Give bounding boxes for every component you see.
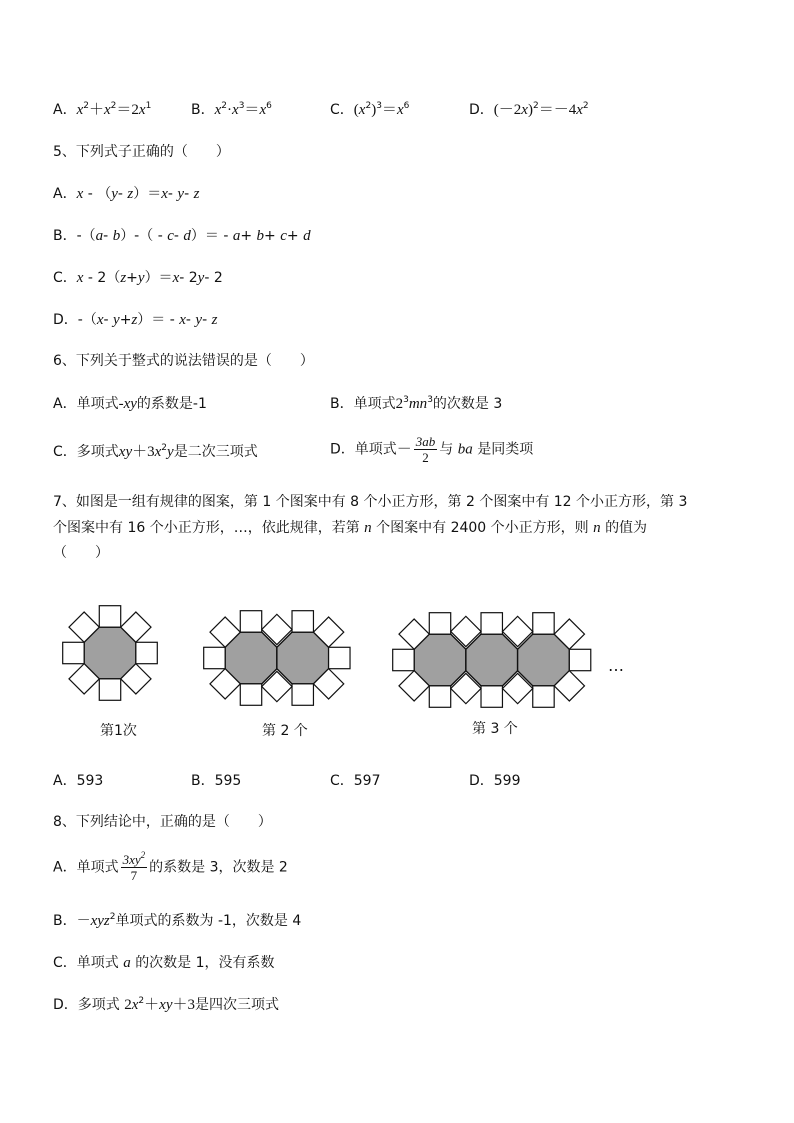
q5-option-d: D．-（x- y+z）＝ - x- y- z: [53, 312, 218, 328]
pattern-2: [204, 611, 350, 706]
q6-option-b: B．单项式$2^3mn^3$的次数是 3: [330, 395, 503, 412]
ellipsis: …: [608, 656, 624, 675]
q8-stem: 8、下列结论中，正确的是（ ）: [53, 814, 272, 830]
small-square: [429, 686, 450, 707]
q4-option-b: B．$x^2\cdot x^3=x^6$: [191, 101, 272, 118]
small-square: [240, 611, 261, 632]
q5-option-a: A．x - （y- z）＝x- y- z: [53, 186, 200, 202]
q6-option-d: D．单项式－ $\frac{3ab}{2}$ 与 ba 是同类项: [330, 434, 534, 465]
q8-option-a: A．单项式 $\frac{3xy^2}{7}$ 的系数是 3，次数是 2: [53, 850, 288, 883]
q7-stem-line2: 个图案中有 16 个小正方形，…，依此规律，若第 n 个图案中有 2400 个小正方形，则 n 的值为: [53, 520, 648, 536]
q8-option-d: D．多项式 $2x^2+xy+3$是四次三项式: [53, 996, 279, 1013]
small-square: [393, 649, 414, 670]
pattern-3: [393, 613, 591, 708]
q7-option-c: C．597: [330, 773, 381, 789]
q7-option-d: D．599: [469, 773, 521, 789]
small-square: [99, 606, 120, 627]
q6-option-a: A．单项式-xy的系数是-1: [53, 396, 207, 412]
q7-stem-line1: 7、如图是一组有规律的图案，第 1 个图案中有 8 个小正方形，第 2 个图案中有 12 个小正方形，第 3: [53, 494, 688, 510]
small-square: [533, 613, 554, 634]
small-square: [481, 613, 502, 634]
small-square: [429, 613, 450, 634]
small-square: [204, 647, 225, 668]
caption-2: 第 2 个: [262, 723, 308, 739]
q8-option-c: C．单项式 a 的次数是 1，没有系数: [53, 955, 275, 971]
q5-option-c: C．x - 2（z+y）＝x- 2y- 2: [53, 270, 223, 286]
small-square: [569, 649, 590, 670]
q5-stem: 5、下列式子正确的（ ）: [53, 144, 230, 160]
small-square: [136, 642, 157, 663]
q4-option-d: D．$(-2x)^2=-4x^2$: [469, 101, 589, 118]
pattern-figure: [0, 590, 794, 720]
caption-1: 第1次: [100, 723, 137, 739]
q4-option-a: A．$x^2+x^2=2x^1$: [53, 101, 152, 118]
caption-3: 第 3 个: [472, 721, 518, 737]
octagon: [466, 634, 518, 686]
small-square: [63, 642, 84, 663]
q5-option-b: B．-（a- b）-（ - c- d）＝ - a+ b+ c+ d: [53, 228, 311, 244]
q7-stem-line3: （ ）: [53, 545, 109, 561]
q4-option-c: C．$(x^2)^3=x^6$: [330, 101, 410, 118]
pattern-1: [63, 606, 158, 701]
small-square: [481, 686, 502, 707]
q6-option-c: C．多项式$xy+3x^2y$是二次三项式: [53, 443, 258, 460]
small-square: [329, 647, 350, 668]
q7-option-b: B．595: [191, 773, 242, 789]
small-square: [240, 684, 261, 705]
small-square: [533, 686, 554, 707]
q7-option-a: A．593: [53, 773, 104, 789]
small-square: [99, 679, 120, 700]
small-square: [292, 684, 313, 705]
q6-stem: 6、下列关于整式的说法错误的是（ ）: [53, 353, 314, 369]
q8-option-b: B．－xyz$^2$单项式的系数为 -1，次数是 4: [53, 912, 302, 929]
small-square: [292, 611, 313, 632]
